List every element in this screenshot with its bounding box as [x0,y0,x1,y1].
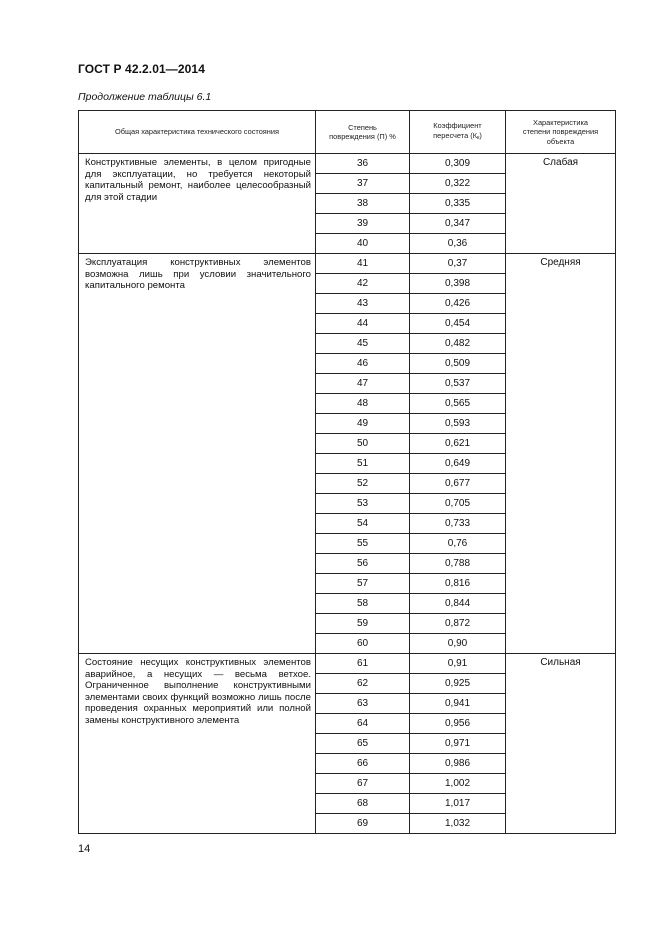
table-header-row [79,111,616,154]
damage-degree-cell: 42 [316,274,410,294]
conversion-coefficient-cell: 0,509 [410,354,506,374]
damage-degree-cell: 56 [316,554,410,574]
damage-degree-cell: 67 [316,774,410,794]
conversion-coefficient-cell: 0,398 [410,274,506,294]
conversion-coefficient-cell: 0,537 [410,374,506,394]
conversion-coefficient-cell: 0,788 [410,554,506,574]
damage-degree-cell: 36 [316,154,410,174]
column-header-char-line2: степени повреждения [522,127,599,137]
conversion-coefficient-cell: 0,593 [410,414,506,434]
conversion-coefficient-cell: 0,90 [410,634,506,654]
column-header-char-line1: Характеристика [533,117,588,127]
column-header-coef-line2-prefix: пересчета (К [433,130,478,140]
column-header-coef [410,111,506,154]
conversion-coefficient-cell: 0,971 [410,734,506,754]
damage-degree-cell: 44 [316,314,410,334]
damage-degree-cell: 64 [316,714,410,734]
conversion-coefficient-cell: 0,956 [410,714,506,734]
damage-degree-cell: 45 [316,334,410,354]
column-header-coef-line2-suffix: ) [479,130,482,140]
damage-table [78,110,616,834]
conversion-coefficient-cell: 0,872 [410,614,506,634]
damage-degree-cell: 69 [316,814,410,834]
column-header-char-line3: объекта [546,136,575,146]
damage-degree-cell: 41 [316,254,410,274]
damage-degree-cell: 39 [316,214,410,234]
damage-characteristic: Слабая [506,154,616,254]
conversion-coefficient-cell: 0,309 [410,154,506,174]
damage-degree-cell: 53 [316,494,410,514]
damage-degree-cell: 60 [316,634,410,654]
conversion-coefficient-cell: 0,335 [410,194,506,214]
condition-description: Эксплуатация конструктивных элементов возможна лишь при условии значительного капитального ремонта [79,254,316,654]
conversion-coefficient-cell: 0,844 [410,594,506,614]
damage-degree-cell: 58 [316,594,410,614]
conversion-coefficient-cell: 0,733 [410,514,506,534]
damage-degree-cell: 66 [316,754,410,774]
conversion-coefficient-cell: 0,426 [410,294,506,314]
document-code: ГОСТ Р 42.2.01—2014 [78,62,205,76]
column-header-coef-line1: Коэффициент [433,121,482,130]
conversion-coefficient-cell: 0,91 [410,654,506,674]
damage-degree-cell: 51 [316,454,410,474]
damage-degree-cell: 38 [316,194,410,214]
column-header-degree [316,111,410,154]
damage-degree-cell: 68 [316,794,410,814]
damage-degree-cell: 49 [316,414,410,434]
condition-description: Состояние несущих конструктивных элементов аварийное, а несущих — весьма ветхое. Ограниченное выполнение конструктивными элементами своих функций возможно лишь после проведения охранных мероприятий или полной замены конструктивного элемента [79,654,316,834]
damage-degree-cell: 57 [316,574,410,594]
damage-characteristic: Средняя [506,254,616,654]
conversion-coefficient-cell: 0,986 [410,754,506,774]
conversion-coefficient-cell: 1,017 [410,794,506,814]
conversion-coefficient-cell: 0,322 [410,174,506,194]
column-header-degree-line2: повреждения (П) % [329,132,396,141]
conversion-coefficient-cell: 1,032 [410,814,506,834]
column-header-characteristic [506,111,616,154]
conversion-coefficient-cell: 0,36 [410,234,506,254]
damage-degree-cell: 46 [316,354,410,374]
conversion-coefficient-cell: 0,705 [410,494,506,514]
conversion-coefficient-cell: 0,925 [410,674,506,694]
damage-degree-cell: 54 [316,514,410,534]
conversion-coefficient-cell: 0,621 [410,434,506,454]
table-row [79,254,616,274]
page-number: 14 [78,843,91,855]
conversion-coefficient-cell: 0,677 [410,474,506,494]
conversion-coefficient-cell: 0,37 [410,254,506,274]
conversion-coefficient-cell: 0,76 [410,534,506,554]
conversion-coefficient-cell: 0,649 [410,454,506,474]
damage-degree-cell: 43 [316,294,410,314]
conversion-coefficient-cell: 0,816 [410,574,506,594]
conversion-coefficient-cell: 0,565 [410,394,506,414]
damage-degree-cell: 50 [316,434,410,454]
conversion-coefficient-cell: 0,347 [410,214,506,234]
table-caption: Продолжение таблицы 6.1 [78,91,212,103]
conversion-coefficient-cell: 0,454 [410,314,506,334]
damage-degree-cell: 63 [316,694,410,714]
table-body [79,154,616,834]
column-header-general: Общая характеристика технического состояния [79,111,316,154]
column-header-degree-line1: Степень [348,122,377,132]
table-row [79,654,616,674]
damage-degree-cell: 59 [316,614,410,634]
damage-degree-cell: 52 [316,474,410,494]
conversion-coefficient-cell: 1,002 [410,774,506,794]
damage-degree-cell: 65 [316,734,410,754]
conversion-coefficient-cell: 0,482 [410,334,506,354]
damage-degree-cell: 48 [316,394,410,414]
damage-characteristic: Сильная [506,654,616,834]
conversion-coefficient-cell: 0,941 [410,694,506,714]
damage-degree-cell: 62 [316,674,410,694]
condition-description: Конструктивные элементы, в целом пригодные для эксплуатации, но требуется некоторый капитальный ремонт, наиболее целесообразный для этой стадии [79,154,316,254]
damage-degree-cell: 55 [316,534,410,554]
table-row [79,154,616,174]
damage-degree-cell: 37 [316,174,410,194]
column-header-coef-subscript: к [477,134,480,141]
damage-degree-cell: 47 [316,374,410,394]
damage-degree-cell: 61 [316,654,410,674]
damage-degree-cell: 40 [316,234,410,254]
